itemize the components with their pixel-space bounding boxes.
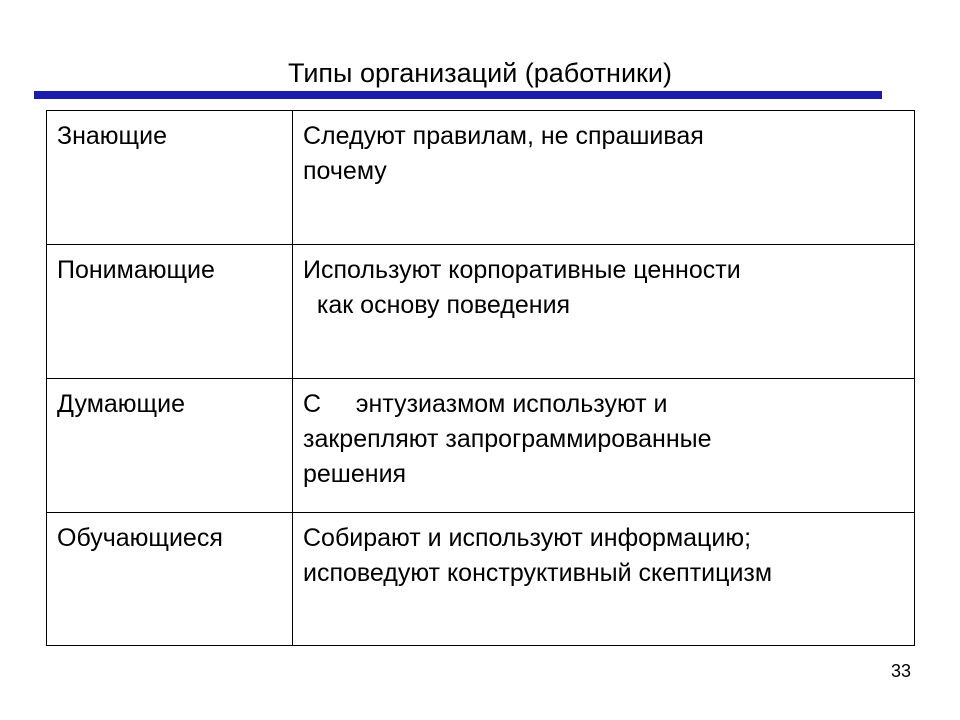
page-number: 33 [890,661,911,681]
description-text: С энтузиазмом используют и закрепляют запрограммированные решения [303,390,712,488]
slide-title: Типы организаций (работники) [288,58,672,88]
title-underline [34,91,882,99]
type-cell [47,111,293,245]
type-cell [47,513,293,646]
table-row [47,513,915,646]
type-label: Обучающиеся [57,524,223,552]
table-row [47,245,915,379]
description-cell [293,379,915,513]
description-text: Следуют правилам, не спрашивая почему [303,122,704,185]
type-label: Думающие [57,390,185,418]
type-cell [47,245,293,379]
description-cell [293,513,915,646]
table-row [47,379,915,513]
type-label: Понимающие [57,256,215,284]
description-cell [293,245,915,379]
type-label: Знающие [57,122,167,150]
description-text: Собирают и используют информацию; исповедуют конструктивный скептицизм [303,524,773,587]
description-cell [293,111,915,245]
description-text: Используют корпоративные ценности как основу поведения [303,256,741,319]
type-cell [47,379,293,513]
table-row [47,111,915,245]
organization-types-table [46,110,915,646]
